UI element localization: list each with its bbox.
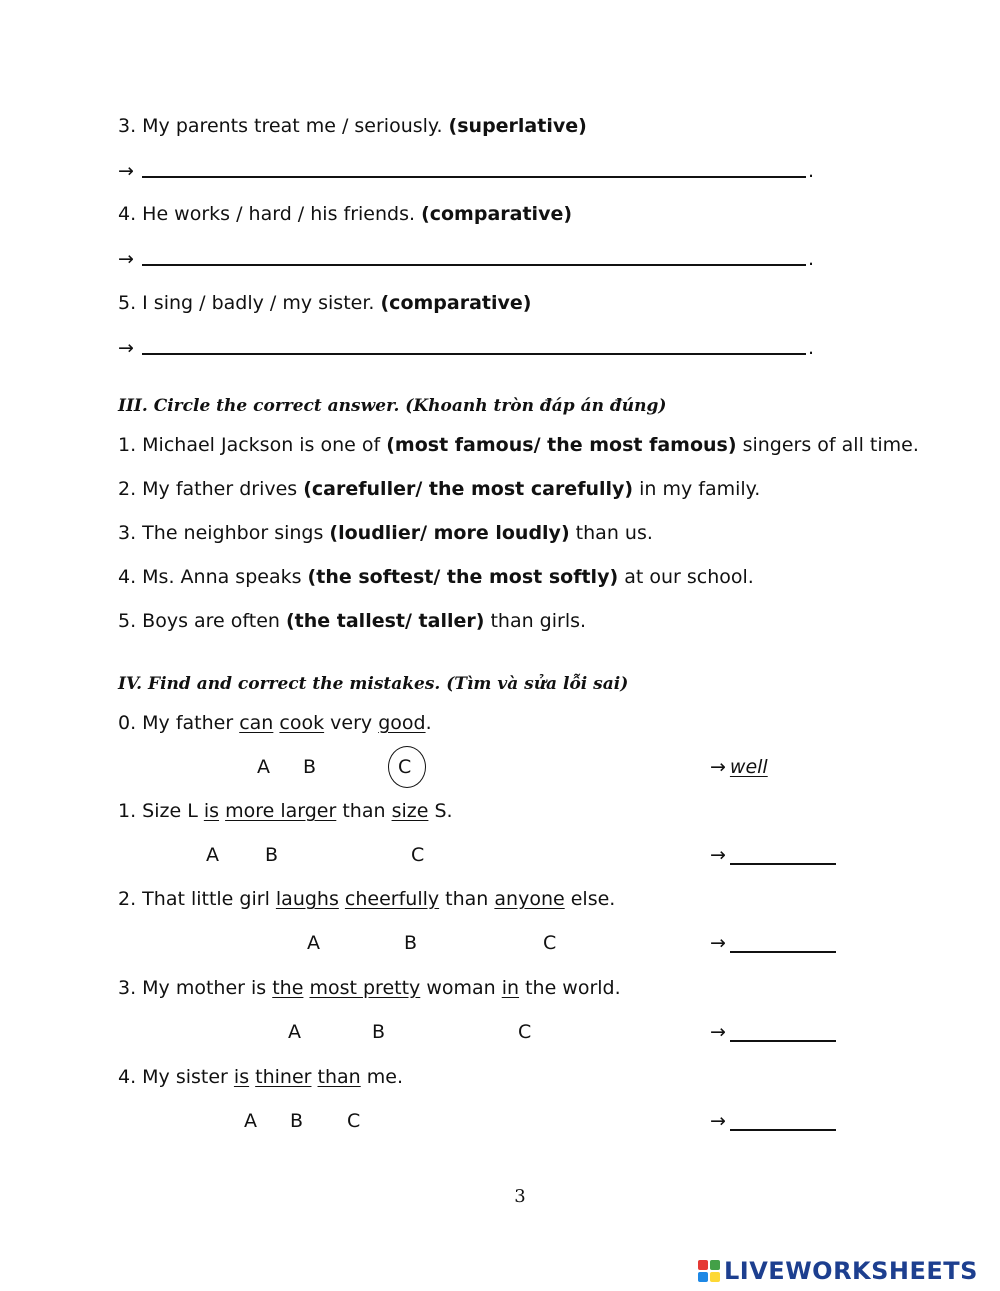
mistake-question-0: 0. My father can cook very good.: [118, 712, 432, 734]
answer-line-5[interactable]: [142, 353, 806, 355]
choice-options[interactable]: (the tallest/ taller): [285, 610, 485, 632]
question-5: 5. I sing / badly / my sister. (comparative): [118, 292, 532, 314]
correction-answer-1: [710, 842, 836, 868]
option-c-label: C: [398, 756, 412, 778]
correction-blank[interactable]: [730, 863, 836, 865]
answer-row-5: [118, 335, 134, 361]
arrow-icon: →: [118, 337, 134, 359]
option-c-label[interactable]: C: [543, 932, 557, 954]
period: .: [808, 160, 815, 182]
question-4: 4. He works / hard / his friends. (comparative): [118, 203, 573, 225]
circle-question-4: 4. Ms. Anna speaks (the softest/ the most softly) at our school.: [118, 566, 754, 588]
logo-block: [710, 1272, 720, 1282]
period: .: [808, 337, 815, 359]
liveworksheets-logo[interactable]: [698, 1256, 978, 1286]
arrow-icon: →: [710, 1021, 726, 1043]
logo-blocks-icon: [698, 1260, 720, 1282]
circle-question-2: 2. My father drives (carefuller/ the most carefully) in my family.: [118, 478, 761, 500]
option-c-label[interactable]: C: [347, 1110, 361, 1132]
mistake-question-4: 4. My sister is thiner than me.: [118, 1066, 403, 1088]
arrow-icon: →: [118, 248, 134, 270]
example-answer: → well: [710, 756, 768, 778]
option-a-label[interactable]: A: [244, 1110, 257, 1132]
choice-options[interactable]: (most famous/ the most famous): [386, 434, 737, 456]
choice-options[interactable]: (the softest/ the most softly): [307, 566, 619, 588]
page-number: 3: [514, 1186, 526, 1207]
correction-answer-4: [710, 1108, 836, 1134]
mistake-question-3: 3. My mother is the most pretty woman in the world.: [118, 977, 621, 999]
option-b-label[interactable]: B: [265, 844, 279, 866]
arrow-icon: →: [118, 160, 134, 182]
option-b-label[interactable]: B: [290, 1110, 304, 1132]
option-c-label[interactable]: C: [411, 844, 425, 866]
logo-block: [698, 1272, 708, 1282]
period: .: [808, 248, 815, 270]
circle-question-1: 1. Michael Jackson is one of (most famous/ the most famous) singers of all time.: [118, 434, 919, 456]
option-b-label[interactable]: B: [404, 932, 418, 954]
option-c-label[interactable]: C: [518, 1021, 532, 1043]
answer-line-4[interactable]: [142, 264, 806, 266]
option-a-label[interactable]: A: [206, 844, 219, 866]
option-b-label: B: [303, 756, 317, 778]
option-b-label[interactable]: B: [372, 1021, 386, 1043]
logo-text: LIVEWORKSHEETS: [724, 1257, 978, 1285]
correction-blank[interactable]: [730, 951, 836, 953]
arrow-icon: →: [710, 844, 726, 866]
circle-question-5: 5. Boys are often (the tallest/ taller) than girls.: [118, 610, 587, 632]
mistake-question-2: 2. That little girl laughs cheerfully than anyone else.: [118, 888, 616, 910]
mistake-question-1: 1. Size L is more larger than size S.: [118, 800, 453, 822]
correction-blank[interactable]: [730, 1040, 836, 1042]
correction-answer-3: [710, 1019, 836, 1045]
answer-row-4: [118, 246, 134, 272]
answer-row-3: [118, 158, 134, 184]
choice-options[interactable]: (loudlier/ more loudly): [329, 522, 570, 544]
correction-answer-2: [710, 930, 836, 956]
arrow-icon: →: [710, 932, 726, 954]
circle-question-3: 3. The neighbor sings (loudlier/ more loudly) than us.: [118, 522, 653, 544]
question-3: 3. My parents treat me / seriously. (superlative): [118, 115, 587, 137]
arrow-icon: →: [710, 1110, 726, 1132]
logo-block: [698, 1260, 708, 1270]
section-4-heading: IV. Find and correct the mistakes. (Tìm và sửa lỗi sai): [118, 674, 629, 694]
option-a-label: A: [257, 756, 270, 778]
logo-block: [710, 1260, 720, 1270]
section-3-heading: III. Circle the correct answer. (Khoanh tròn đáp án đúng): [118, 396, 667, 416]
correction-blank[interactable]: [730, 1129, 836, 1131]
option-a-label[interactable]: A: [288, 1021, 301, 1043]
choice-options[interactable]: (carefuller/ the most carefully): [303, 478, 634, 500]
answer-line-3[interactable]: [142, 176, 806, 178]
option-a-label[interactable]: A: [307, 932, 320, 954]
arrow-icon: →: [710, 756, 726, 778]
